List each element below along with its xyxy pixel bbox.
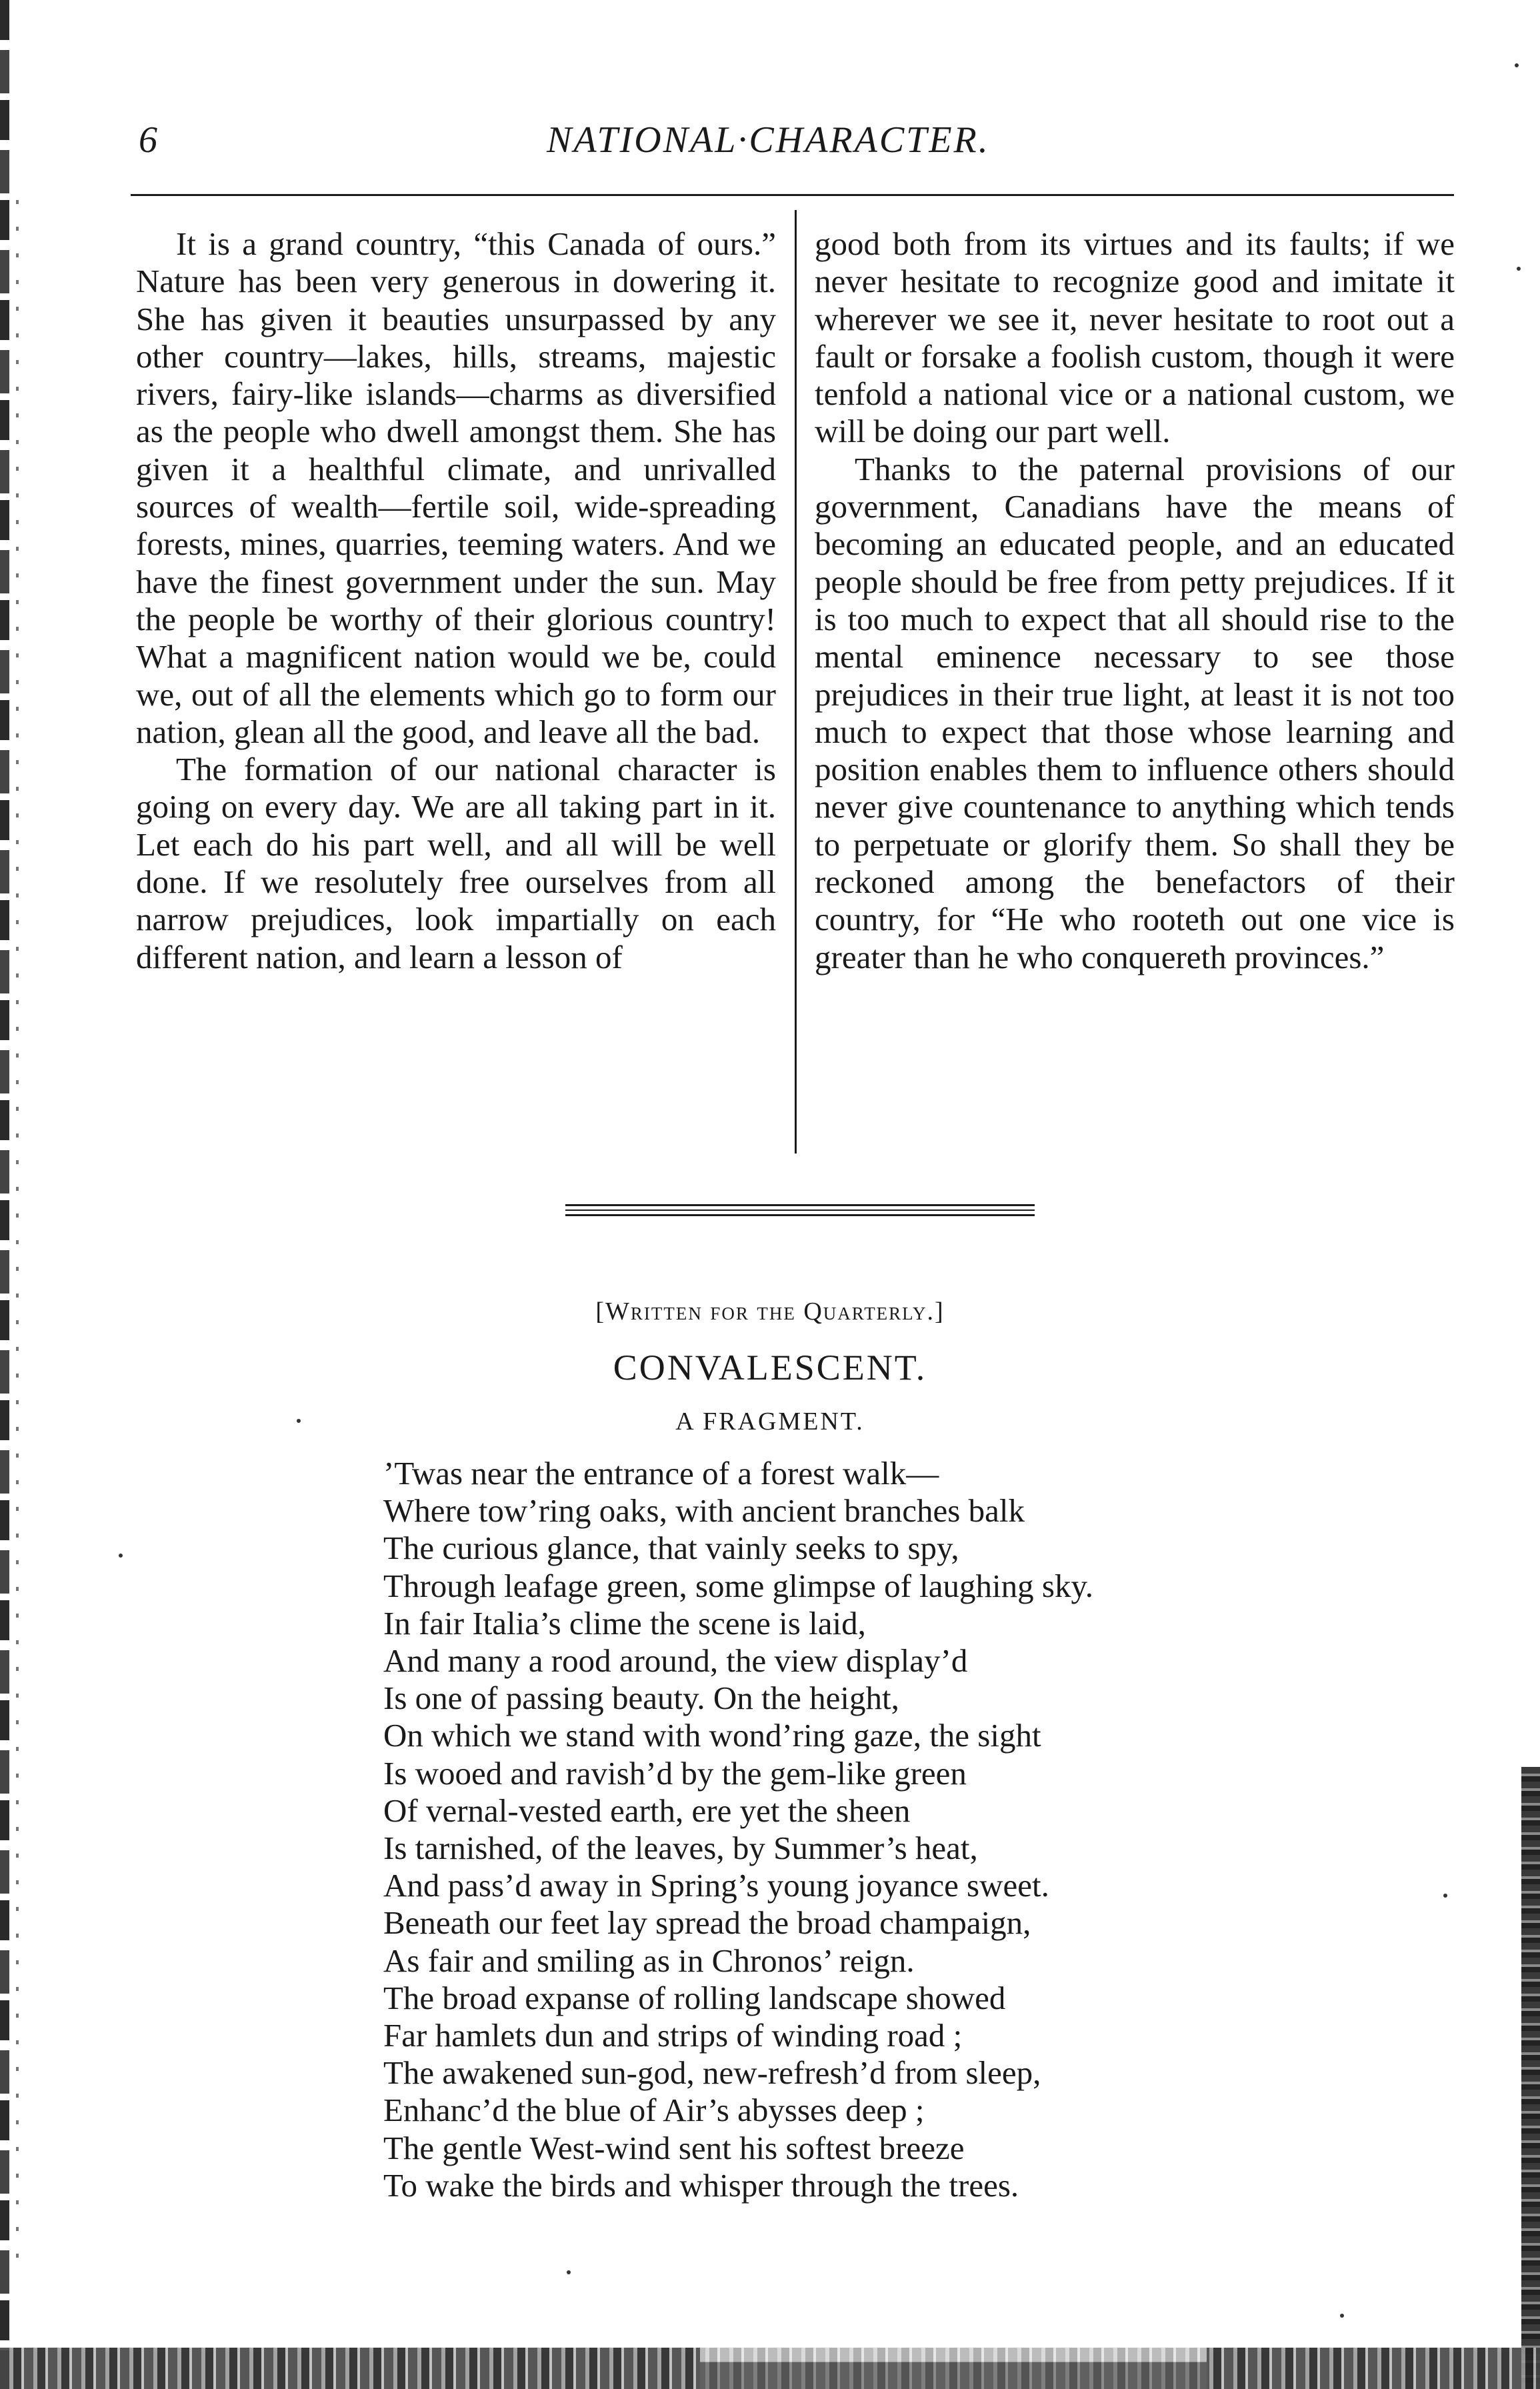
poem-title: CONVALESCENT. [613, 1348, 927, 1388]
header-rule [131, 194, 1454, 196]
poem-line: The broad expanse of rolling landscape showed [383, 1979, 1006, 2016]
scan-speck [1515, 63, 1519, 67]
scan-bottom-shadow [700, 2348, 1207, 2389]
column-divider [795, 210, 797, 1153]
scan-left-edge [0, 0, 9, 2389]
scan-right-edge [1521, 1767, 1540, 2389]
poem-line: Is tarnished, of the leaves, by Summer’s heat, [383, 1830, 978, 1867]
poem-line: Beneath our feet lay spread the broad champaign, [383, 1904, 1031, 1942]
poem-subtitle: A FRAGMENT. [675, 1408, 865, 1436]
poem-line: Is wooed and ravish’d by the gem-like green [383, 1754, 967, 1792]
poem-byline: [Written for the Quarterly.] [595, 1298, 945, 1326]
running-title: NATIONAL·CHARACTER. [547, 119, 990, 161]
paragraph: The formation of our national character is going on every day. We are all taking part in it. Let each do his part well, and all will be well done. If we resolutely free ourselves from all narrow prejudices, look impartially on each different nation, and learn a lesson of [136, 751, 776, 975]
poem-line: As fair and smiling as in Chronos’ reign. [383, 1942, 915, 1979]
poem-line: On which we stand with wond’ring gaze, the sight [383, 1717, 1041, 1754]
poem-line: Enhanc’d the blue of Air’s abysses deep ; [383, 2092, 925, 2129]
paragraph: It is a grand country, “this Canada of ours.” Nature has been very generous in dowering it. She has given it beauties unsurpassed by any other country—lakes, hills, streams, majestic rivers, fairy-like islands—charms as diversified as the people who dwell amongst them. She has given it a healthful climate, and unrivalled sources of wealth—fertile soil, wide-spreading forests, mines, quarries, teeming waters. And we have the finest government under the sun. May the people be worthy of their glorious country! What a magnificent nation would we be, could we, out of all the elements which go to form our nation, glean all the good, and leave all the bad. [136, 225, 776, 750]
poem-line: In fair Italia’s clime the scene is laid, [383, 1604, 866, 1642]
scan-margin-marks [16, 200, 19, 2267]
scan-speck [567, 2270, 571, 2274]
poem-line: Where tow’ring oaks, with ancient branches balk [383, 1492, 1025, 1530]
poem-line: ’Twas near the entrance of a forest walk— [383, 1455, 939, 1492]
scan-speck [1340, 2314, 1344, 2318]
scan-speck [1443, 1894, 1447, 1898]
poem-line: Of vernal-vested earth, ere yet the sheen [383, 1792, 911, 1829]
poem-line: The awakened sun-god, new-refresh’d from sleep, [383, 2054, 1041, 2092]
poem-line: And pass’d away in Spring’s young joyance sweet. [383, 1867, 1049, 1904]
poem-line: The gentle West-wind sent his softest breeze [383, 2129, 965, 2166]
paragraph: good both from its virtues and its faults; if we never hesitate to recognize good and imitate it wherever we see it, never hesitate to root out a fault or forsake a foolish custom, though it were tenfold a national vice or a national custom, we will be doing our part well. [815, 225, 1455, 450]
poem-line: The curious glance, that vainly seeks to spy, [383, 1530, 959, 1567]
scan-speck [1517, 267, 1521, 271]
right-column [815, 225, 1455, 976]
poem-line: And many a rood around, the view display’d [383, 1642, 968, 1680]
section-divider [565, 1204, 1035, 1216]
poem-body [383, 1455, 1383, 2204]
poem-line: Far hamlets dun and strips of winding road ; [383, 2017, 963, 2054]
page-number: 6 [139, 119, 158, 161]
paragraph: Thanks to the paternal provisions of our government, Canadians have the means of becoming an educated people, and an educated people should be free from petty prejudices. If it is too much to expect that all should rise to the mental eminence necessary to see those prejudices in their true light, at least it is not too much to expect that those whose learning and position enables them to influence others should never give countenance to anything which tends to perpetuate or glorify them. So shall they be reckoned among the benefactors of their country, for “He who rooteth out one vice is greater than he who conquereth provinces.” [815, 450, 1455, 975]
poem-line: To wake the birds and whisper through the trees. [383, 2166, 1019, 2204]
poem-line: Through leafage green, some glimpse of laughing sky. [383, 1567, 1094, 1604]
scan-speck [297, 1419, 301, 1423]
poem-line: Is one of passing beauty. On the height, [383, 1680, 899, 1717]
left-column [136, 225, 776, 976]
scan-speck [119, 1554, 123, 1558]
